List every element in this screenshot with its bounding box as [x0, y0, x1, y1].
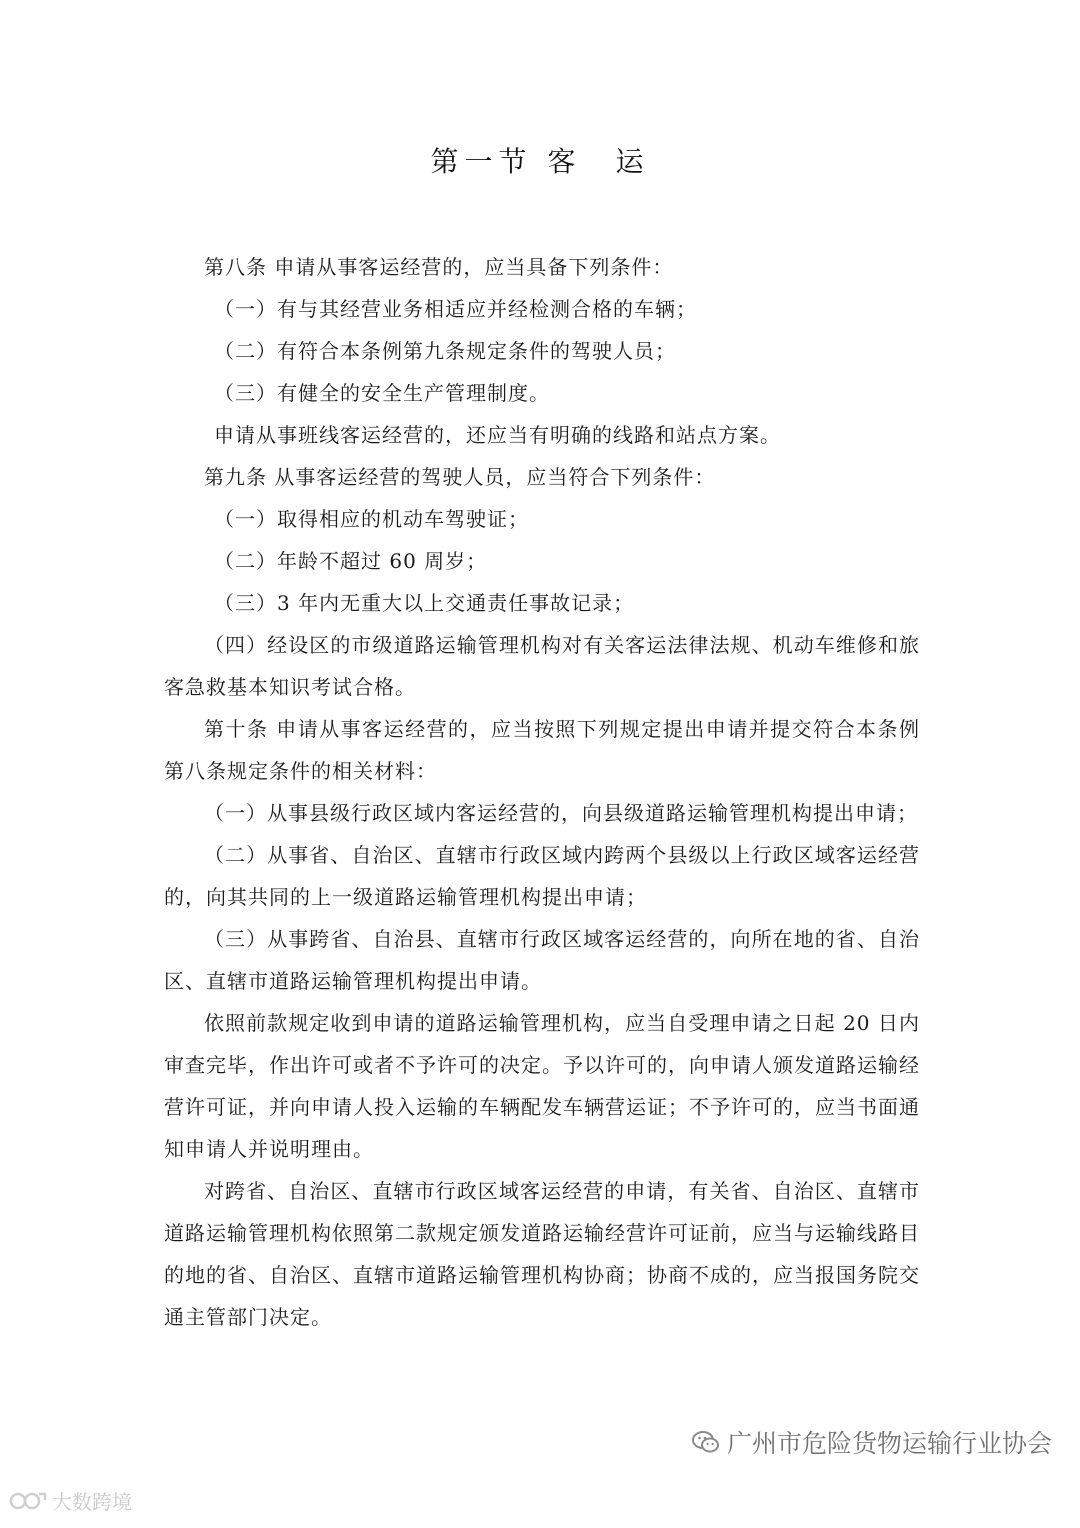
watermark-association-text: 广州市危险货物运输行业协会 [726, 1429, 1052, 1458]
watermark-brand [8, 1486, 132, 1515]
paragraph-article-10-item-3: （三）从事跨省、自治县、直辖市行政区域客运经营的，向所在地的省、自治区、直辖市道路运输管理机构提出申请。 [164, 927, 920, 993]
paragraph-article-10: 第十条 申请从事客运经营的，应当按照下列规定提出申请并提交符合本条例第八条规定条件的相关材料： [164, 717, 920, 783]
paragraph-article-10-review: 依照前款规定收到申请的道路运输管理机构，应当自受理申请之日起 20 日内审查完毕，作出许可或者不予许可的决定。予以许可的，向申请人颁发道路运输经营许可证，并向申请人投入运输的车辆配发车辆营运证；不予许可的，应当书面通知申请人并说明理由。 [164, 1011, 920, 1161]
paragraph-article-10-item-2: （二）从事省、自治区、直辖市行政区域内跨两个县级以上行政区域客运经营的，向其共同的上一级道路运输管理机构提出申请； [164, 843, 920, 909]
paragraph-article-9: 第九条 从事客运经营的驾驶人员，应当符合下列条件： [204, 465, 716, 489]
brand-logo-icon [8, 1490, 48, 1512]
paragraph-article-9-item-1: （一）取得相应的机动车驾驶证； [214, 507, 529, 531]
paragraph-article-10-interprovincial: 对跨省、自治区、直辖市行政区域客运经营的申请，有关省、自治区、直辖市道路运输管理机构依照第二款规定颁发道路运输经营许可证前，应当与运输线路目的地的省、自治区、直辖市道路运输管理机构协商；协商不成的，应当报国务院交通主管部门决定。 [164, 1179, 920, 1329]
paragraph-article-8-item-3: （三）有健全的安全生产管理制度。 [214, 381, 550, 405]
paragraph-article-9-item-3: （三）3 年内无重大以上交通责任事故记录； [214, 591, 635, 615]
paragraph-article-8-note: 申请从事班线客运经营的，还应当有明确的线路和站点方案。 [214, 423, 781, 447]
paragraph-article-9-item-2: （二）年龄不超过 60 周岁； [214, 549, 488, 573]
document-body [164, 246, 920, 1338]
wechat-icon [691, 1429, 721, 1455]
paragraph-article-8: 第八条 申请从事客运经营的，应当具备下列条件： [204, 255, 674, 279]
paragraph-article-9-item-4: （四）经设区的市级道路运输管理机构对有关客运法律法规、机动车维修和旅客急救基本知识考试合格。 [164, 633, 920, 699]
watermark-association [691, 1424, 1052, 1460]
paragraph-article-8-item-2: （二）有符合本条例第九条规定条件的驾驶人员； [214, 339, 676, 363]
paragraph-article-8-item-1: （一）有与其经营业务相适应并经检测合格的车辆； [214, 297, 697, 321]
watermark-brand-text: 大数跨境 [52, 1490, 132, 1514]
page-title: 第一节 客 运 [430, 145, 650, 178]
paragraph-article-10-item-1: （一）从事县级行政区域内客运经营的，向县级道路运输管理机构提出申请； [204, 801, 918, 825]
